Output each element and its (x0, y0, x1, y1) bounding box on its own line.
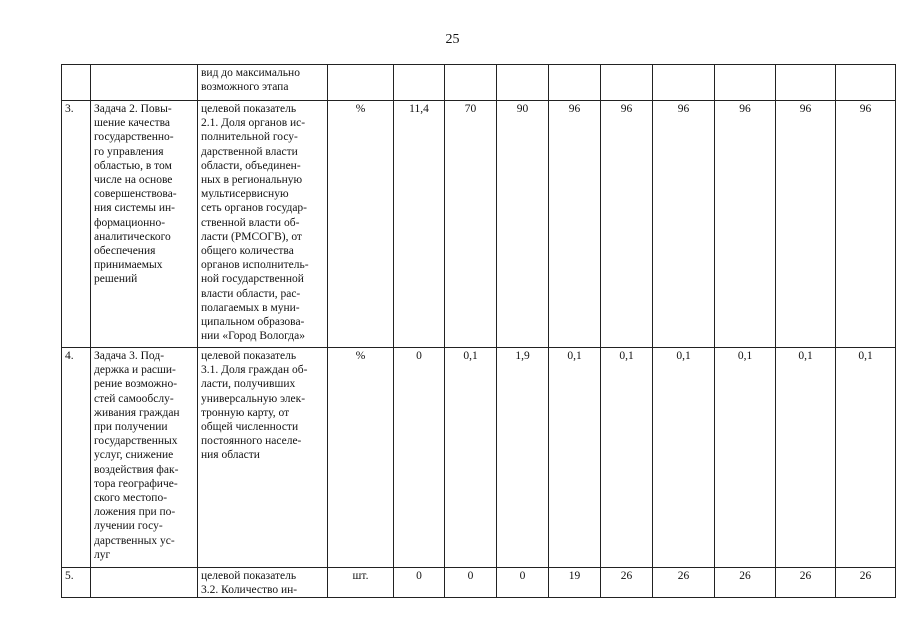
value-cell: 70 (445, 101, 497, 348)
task-cell (91, 568, 198, 598)
text-line: держка и расши- (94, 364, 176, 377)
text-line: ласти (РМСОГВ), от (201, 230, 302, 243)
value-cell: 0,1 (549, 348, 601, 568)
value-cell: 0,1 (601, 348, 653, 568)
text-line: принимаемых (94, 259, 163, 272)
value-cell (836, 65, 896, 101)
text-line: го управления (94, 145, 164, 158)
text-line: ния системы ин- (94, 202, 175, 215)
value-cell: 96 (715, 101, 776, 348)
text-line: 3.2. Количество ин- (201, 584, 298, 597)
table-row (62, 348, 896, 568)
text-line: общего количества (201, 245, 294, 258)
text-line: тронную карту, от (201, 406, 290, 419)
value-cell: 0 (394, 568, 445, 598)
row-number-cell (62, 65, 91, 101)
text-line: услуг, снижение (94, 449, 174, 462)
text-line: государственных (94, 435, 178, 448)
value-cell (394, 65, 445, 101)
task-cell (91, 65, 198, 101)
value-cell: 0,1 (715, 348, 776, 568)
text-line: ложения при по- (94, 506, 176, 519)
value-cell (653, 65, 715, 101)
text-line: луг (94, 548, 111, 561)
value-cell: 26 (601, 568, 653, 598)
text-line: вид до максимально (201, 67, 300, 79)
text-line: власти области, рас- (201, 287, 301, 300)
value-cell (549, 65, 601, 101)
indicator-cell (198, 568, 328, 598)
value-cell: 1,9 (497, 348, 549, 568)
text-line: универсальную элек- (201, 392, 306, 405)
value-cell (715, 65, 776, 101)
value-cell (497, 65, 549, 101)
text-line: общей численности (201, 421, 299, 434)
text-line: постоянного населе- (201, 435, 302, 448)
text-line: воздействия фак- (94, 463, 179, 476)
value-cell: 0 (394, 348, 445, 568)
indicator-cell (198, 348, 328, 568)
text-line: нии «Город Вологда» (201, 330, 305, 343)
text-line: ных в региональную (201, 174, 303, 187)
value-cell: 26 (776, 568, 836, 598)
indicator-cell (198, 65, 328, 101)
indicators-table (61, 64, 896, 598)
text-line: живания граждан (94, 406, 180, 419)
text-line: сеть органов государ- (201, 202, 308, 215)
text-line: органов исполнитель- (201, 259, 309, 272)
unit-cell: % (328, 101, 394, 348)
text-line: 3.1. Доля граждан об- (201, 364, 308, 377)
text-line: обеспечения (94, 245, 156, 258)
task-cell (91, 101, 198, 348)
value-cell: 0 (445, 568, 497, 598)
text-line: целевой показатель (201, 570, 297, 582)
text-line: решений (94, 273, 138, 286)
text-line: Задача 2. Повы- (94, 103, 172, 115)
text-line: стей самообслу- (94, 392, 174, 405)
table-row (62, 101, 896, 348)
text-line: полагаемых в муни- (201, 301, 300, 314)
value-cell: 0,1 (836, 348, 896, 568)
value-cell (445, 65, 497, 101)
value-cell: 90 (497, 101, 549, 348)
value-cell (776, 65, 836, 101)
text-line: ной государственной (201, 273, 304, 286)
value-cell: 19 (549, 568, 601, 598)
unit-cell (328, 65, 394, 101)
text-line: полнительной госу- (201, 131, 298, 144)
text-line: ласти, получивших (201, 378, 296, 391)
row-number-cell: 5. (62, 568, 91, 598)
text-line: числе на основе (94, 174, 173, 187)
table-row (62, 568, 896, 598)
text-line: 2.1. Доля органов ис- (201, 117, 306, 130)
text-line: целевой показатель (201, 103, 297, 115)
text-line: возможного этапа (201, 81, 289, 94)
text-line: целевой показатель (201, 350, 297, 362)
value-cell: 0,1 (776, 348, 836, 568)
value-cell: 96 (549, 101, 601, 348)
value-cell: 0 (497, 568, 549, 598)
value-cell: 0,1 (445, 348, 497, 568)
text-line: рение возможно- (94, 378, 178, 391)
text-line: лучении госу- (94, 520, 163, 533)
value-cell: 0,1 (653, 348, 715, 568)
text-line: дарственных ус- (94, 534, 175, 547)
unit-cell: % (328, 348, 394, 568)
task-cell (91, 348, 198, 568)
value-cell: 26 (836, 568, 896, 598)
text-line: дарственной власти (201, 145, 298, 158)
text-line: области, объединен- (201, 159, 301, 172)
value-cell: 96 (836, 101, 896, 348)
text-line: мультисервисную (201, 188, 289, 201)
table-row (62, 65, 896, 101)
indicator-cell (198, 101, 328, 348)
value-cell: 96 (601, 101, 653, 348)
text-line: шение качества (94, 117, 170, 130)
value-cell: 96 (776, 101, 836, 348)
text-line: областью, в том (94, 159, 172, 172)
text-line: Задача 3. Под- (94, 350, 165, 362)
value-cell: 11,4 (394, 101, 445, 348)
text-line: тора географиче- (94, 477, 178, 490)
text-line: государственно- (94, 131, 174, 144)
text-line: ственной власти об- (201, 216, 300, 229)
unit-cell: шт. (328, 568, 394, 598)
value-cell: 26 (653, 568, 715, 598)
text-line: ского местопо- (94, 492, 168, 505)
row-number-cell: 4. (62, 348, 91, 568)
text-line: ципальном образова- (201, 316, 305, 329)
text-line: формационно- (94, 216, 166, 229)
text-line: при получении (94, 421, 168, 434)
text-line: совершенствова- (94, 188, 177, 201)
row-number-cell: 3. (62, 101, 91, 348)
value-cell: 26 (715, 568, 776, 598)
text-line: аналитического (94, 230, 171, 243)
page-number: 25 (445, 32, 460, 47)
value-cell (601, 65, 653, 101)
value-cell: 96 (653, 101, 715, 348)
text-line: ния области (201, 449, 260, 462)
